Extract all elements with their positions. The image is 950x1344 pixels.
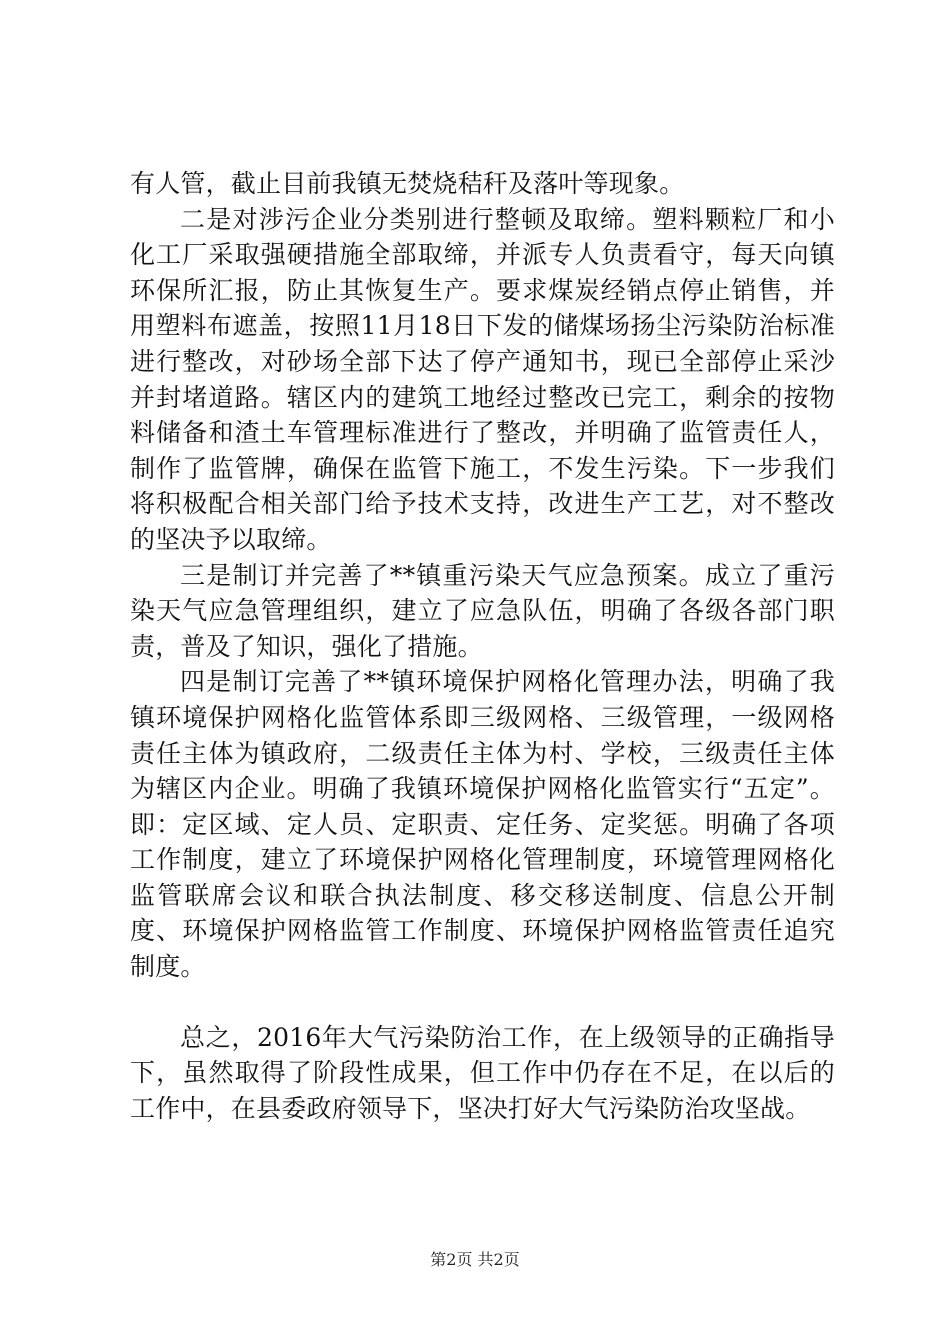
paragraph-point-two: 二是对涉污企业分类别进行整顿及取缔。塑料颗粒厂和小化工厂采取强硬措施全部取缔，并派专人负责看守，每天向镇环保所汇报，防止其恢复生产。要求煤炭经销点停止销售，并用塑料布遮盖，按照11月18日下发的储煤场扬尘污染防治标准进行整改，对砂场全部下达了停产通知书，现已全部停止采沙并封堵道路。辖区内的建筑工地经过整改已完工，剩余的按物料储备和渣土车管理标准进行了整改，并明确了监管责任人，制作了监管牌，确保在监管下施工，不发生污染。下一步我们将积极配合相关部门给予技术支持，改进生产工艺，对不整改的坚决予以取缔。 bbox=[130, 204, 835, 554]
paragraph-point-three: 三是制订并完善了**镇重污染天气应急预案。成立了重污染天气应急管理组织，建立了应急队伍，明确了各级各部门职责，普及了知识，强化了措施。 bbox=[130, 560, 835, 661]
paragraph-summary: 总之，2016年大气污染防治工作，在上级领导的正确指导下，虽然取得了阶段性成果，但工作中仍存在不足，在以后的工作中，在县委政府领导下，坚决打好大气污染防治攻坚战。 bbox=[130, 1022, 835, 1123]
page-number-footer: 第2页 共2页 bbox=[430, 1250, 520, 1269]
paragraph-spacer bbox=[130, 985, 835, 1020]
paragraph-continuation: 有人管，截止目前我镇无焚烧秸秆及落叶等现象。 bbox=[130, 169, 685, 198]
document-body bbox=[130, 166, 835, 1126]
paragraph-point-four: 四是制订完善了**镇环境保护网格化管理办法，明确了我镇环境保护网格化监管体系即三级网格、三级管理，一级网格责任主体为镇政府，二级责任主体为村、学校，三级责任主体为辖区内企业。明确了我镇环境保护网格化监管实行“五定”。即：定区域、定人员、定职责、定任务、定奖惩。明确了各项工作制度，建立了环境保护网格化管理制度，环境管理网格化监管联席会议和联合执法制度、移交移送制度、信息公开制度、环境保护网格监管工作制度、环境保护网格监管责任追究制度。 bbox=[130, 667, 835, 982]
